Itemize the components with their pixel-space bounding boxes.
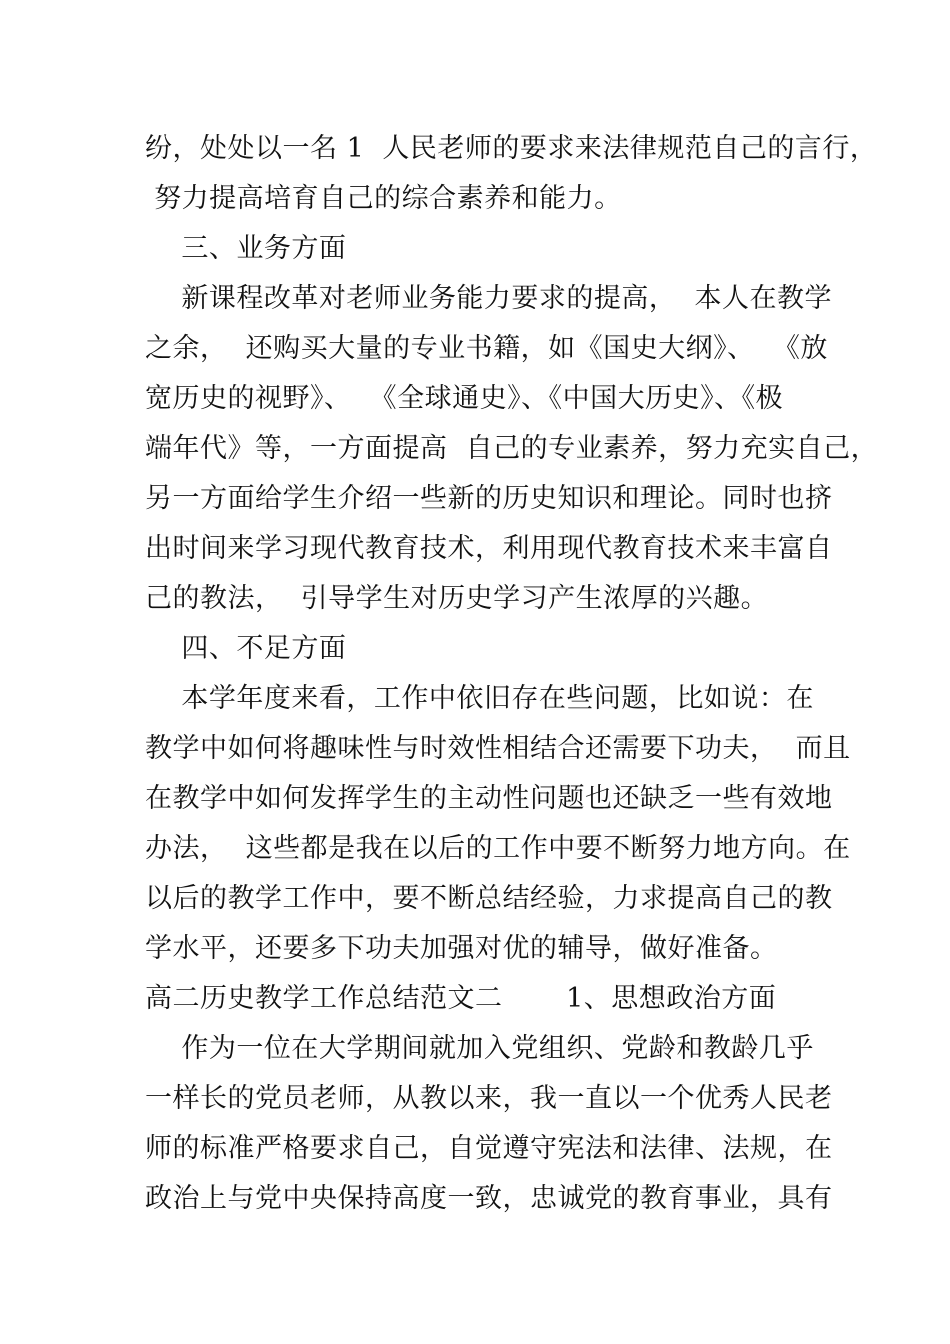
text-line: 出时间来学习现代教育技术，利用现代教育技术来丰富自	[145, 533, 833, 564]
text-line: 端年代》等，一方面提高 自己的专业素养，努力充实自己，	[145, 433, 879, 464]
text-line: 政治上与党中央保持高度一致，忠诚党的教育事业，具有	[145, 1183, 833, 1214]
text-line: 师的标准严格要求自己，自觉遵守宪法和法律、法规，在	[145, 1133, 833, 1164]
text-line: 学水平，还要多下功夫加强对优的辅导，做好准备。	[145, 933, 778, 964]
text-line: 新课程改革对老师业务能力要求的提高， 本人在教学	[145, 283, 832, 314]
text-line: 以后的教学工作中，要不断总结经验，力求提高自己的教	[145, 883, 833, 914]
text-line: 作为一位在大学期间就加入党组织、党龄和教龄几乎	[145, 1033, 814, 1064]
text-line: 办法， 这些都是我在以后的工作中要不断努力地方向。在	[145, 833, 851, 864]
section-heading: 四、不足方面	[145, 633, 347, 664]
text-line: 纷，处处以一名 1 人民老师的要求来法律规范自己的言行，	[145, 133, 878, 164]
text-line: 努力提高培育自己的综合素养和能力。	[145, 183, 622, 214]
text-line: 教学中如何将趣味性与时效性相结合还需要下功夫， 而且	[145, 733, 851, 764]
article-title-line: 高二历史教学工作总结范文二 1、思想政治方面	[145, 983, 777, 1014]
text-line: 另一方面给学生介绍一些新的历史知识和理论。同时也挤	[145, 483, 833, 514]
text-line: 之余， 还购买大量的专业书籍，如《国史大纲》、 《放	[145, 333, 828, 364]
text-line: 己的教法， 引导学生对历史学习产生浓厚的兴趣。	[145, 583, 769, 614]
section-heading: 三、业务方面	[145, 233, 347, 264]
text-line: 宽历史的视野》、 《全球通史》、《中国大历史》、《极	[145, 383, 784, 414]
text-line: 在教学中如何发挥学生的主动性问题也还缺乏一些有效地	[145, 783, 833, 814]
text-line: 本学年度来看，工作中依旧存在些问题，比如说：在	[145, 683, 814, 714]
text-line: 一样长的党员老师，从教以来，我一直以一个优秀人民老	[145, 1083, 833, 1114]
